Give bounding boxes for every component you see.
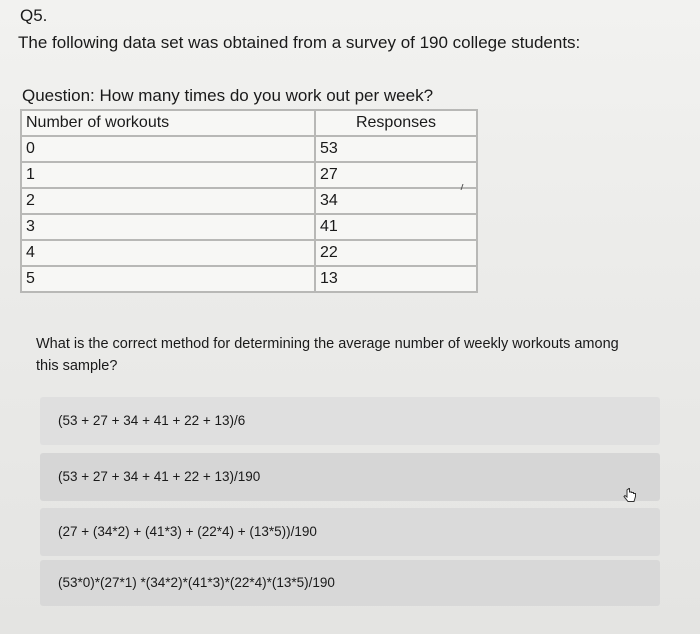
answer-option-3[interactable]: (27 + (34*2) + (41*3) + (22*4) + (13*5))/190: [40, 508, 660, 556]
header-cell: Number of workouts: [21, 110, 315, 136]
table-row: [21, 240, 477, 266]
answer-option-1[interactable]: (53 + 27 + 34 + 41 + 22 + 13)/6: [40, 397, 660, 445]
survey-question: Question: How many times do you work out per week?: [22, 86, 434, 105]
answer-prompt: What is the correct method for determining the average number of weekly workouts among this sample?: [36, 336, 619, 374]
header-cell: Responses: [315, 110, 477, 136]
table-cell: 22: [315, 240, 477, 266]
table-cell: 4: [21, 240, 315, 266]
table-cell: 5: [21, 266, 315, 292]
answer-option-4[interactable]: (53*0)*(27*1) *(34*2)*(41*3)*(22*4)*(13*5)/190: [40, 560, 660, 606]
stray-mark-icon: [460, 184, 464, 190]
table-row: [21, 214, 477, 240]
table-cell: 34: [315, 188, 477, 214]
table-cell: 13: [315, 266, 477, 292]
question-intro: The following data set was obtained from a survey of 190 college students:: [18, 33, 581, 52]
table-cell: 2: [21, 188, 315, 214]
table-row: [21, 136, 477, 162]
workouts-table: [20, 109, 478, 293]
table-cell: 27: [315, 162, 477, 188]
table-cell: 1: [21, 162, 315, 188]
table-cell: 3: [21, 214, 315, 240]
table-cell: 41: [315, 214, 477, 240]
table-cell: 53: [315, 136, 477, 162]
hand-pointer-icon: [622, 488, 638, 504]
table-header-row: [21, 110, 477, 136]
question-number: Q5.: [20, 6, 48, 25]
table-row: [21, 188, 477, 214]
answer-option-2[interactable]: (53 + 27 + 34 + 41 + 22 + 13)/190: [40, 453, 660, 501]
table-row: [21, 162, 477, 188]
table-row: [21, 266, 477, 292]
table-cell: 0: [21, 136, 315, 162]
